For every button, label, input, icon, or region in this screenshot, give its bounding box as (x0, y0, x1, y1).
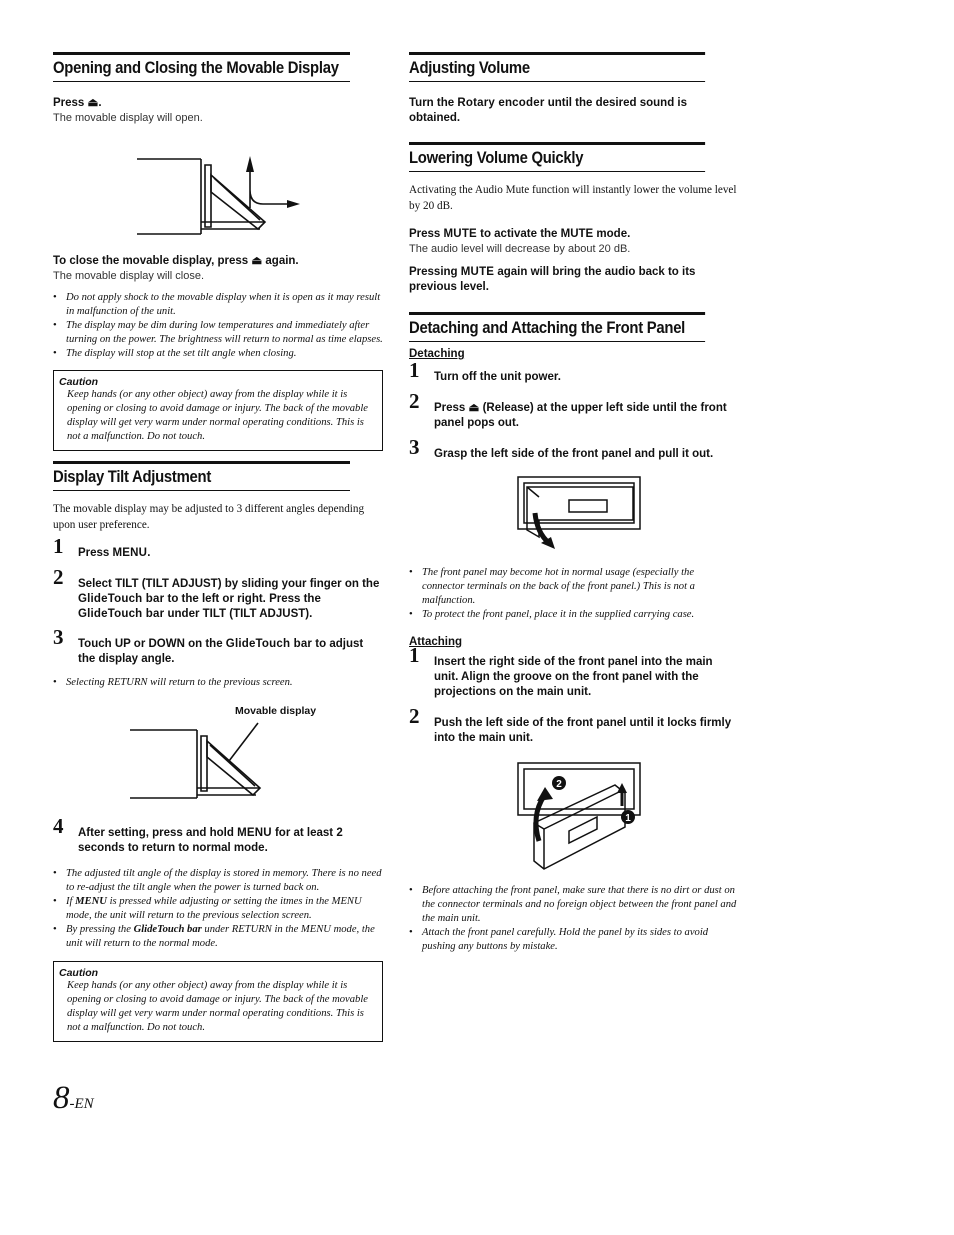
right-column (409, 52, 738, 954)
glidetouch-label: GlideTouch bar (78, 593, 165, 605)
tilt-caution-box (53, 961, 383, 1042)
step-text: Press (78, 547, 113, 559)
step-number: 3 (409, 435, 420, 459)
movable-display-label: Movable display (235, 705, 317, 717)
mute-button-label: MUTE (443, 228, 477, 240)
attaching-subheading: Attaching (409, 636, 463, 648)
opening-note: • Do not apply shock to the movable display when it is open as it may result in malfunction of the unit. (53, 291, 383, 319)
step-text: Insert the right side of the front panel into the main unit. Align the groove on the front panel with the projections on the main unit. (434, 656, 713, 698)
detaching-subheading: Detaching (409, 348, 465, 360)
step-text: to adjust the display angle. (78, 638, 364, 665)
glidetouch-label: GlideTouch bar (225, 638, 313, 650)
text: to activate the MUTE mode. (476, 228, 631, 240)
step-text: under TILT (TILT ADJUST). (164, 608, 313, 620)
step-number: 2 (409, 704, 420, 728)
note-text: If (66, 896, 76, 907)
volume-text (409, 96, 738, 126)
step-number: 1 (409, 358, 420, 382)
text: Press (409, 228, 444, 240)
text: Pressing (409, 266, 461, 278)
tilt-note: • The adjusted tilt angle of the display is stored in memory. There is no need to re-adjust the tilt angle when the power is turned back on. (53, 867, 383, 895)
menu-button-label: MENU (237, 827, 272, 839)
attach-panel-illustration (409, 761, 738, 873)
detach-notes (409, 566, 738, 622)
step-text: Select TILT (TILT ADJUST) by sliding your finger on the (78, 578, 380, 590)
caution-body: Keep hands (or any other object) away from the display while it is opening or closing to avoid damage or injury. The back of the movable display will get very warm under normal operating conditions. This is not a malfunction. Do not touch. (67, 389, 368, 442)
tilt-heading: Display Tilt Adjustment (53, 461, 350, 491)
tilt-intro: The movable display may be adjusted to 3 different angles depending upon user preference. (53, 503, 365, 531)
left-column (53, 52, 383, 1042)
step-text: for at least 2 seconds to return to normal mode. (78, 827, 343, 854)
glidetouch-label: GlideTouch bar (78, 608, 165, 620)
volume-heading: Adjusting Volume (409, 52, 705, 82)
detach-step-3 (409, 435, 738, 462)
opening-note: • The display will stop at the set tilt angle when closing. (53, 347, 383, 361)
note-text: By pressing the (66, 924, 134, 935)
close-instruction: To close the movable display, press ⏏ again. (53, 255, 299, 267)
open-instruction (53, 96, 383, 111)
tilt-step-2 (53, 565, 383, 622)
detach-note: • The front panel may become hot in normal usage (especially the connector terminals on the back of the front panel.) This is not a malfunction. (409, 566, 738, 608)
attach-note: • Attach the front panel carefully. Hold the panel by its sides to avoid pushing any buttons by mistake. (409, 926, 738, 954)
rotary-encoder-label: Rotary encoder (457, 97, 545, 109)
caution-body: Keep hands (or any other object) away from the display while it is opening or closing to avoid damage or injury. The back of the movable display will get very warm under normal operating conditions. This is not a malfunction. Do not touch. (67, 980, 368, 1033)
step-text: . (147, 547, 151, 559)
caution-title: Caution (59, 967, 99, 979)
panel-heading: Detaching and Attaching the Front Panel (409, 312, 705, 342)
mute-section (409, 142, 738, 172)
tilt-note (53, 923, 383, 951)
step-number: 1 (53, 534, 64, 558)
step-text: Grasp the left side of the front panel and pull it out. (434, 448, 714, 460)
tilt-figure (53, 701, 383, 806)
note-text: under RETURN in the MENU mode, the unit will return to the normal mode. (66, 924, 375, 949)
marker-one-label: 1 (625, 813, 631, 824)
opening-heading: Opening and Closing the Movable Display (53, 52, 350, 82)
note-text: is pressed while adjusting or setting the itmes in the MENU mode, the unit will return to the previous selection screen. (66, 896, 362, 921)
attach-step-2 (409, 704, 738, 746)
step-text: Touch UP or DOWN on the (78, 638, 226, 650)
mute-button-label: MUTE (460, 266, 495, 278)
text: again will bring the audio back to its previous level. (409, 266, 696, 293)
page-number (53, 1080, 94, 1117)
tilt-note (53, 895, 383, 923)
caution-title: Caution (59, 376, 99, 388)
mute-press (409, 227, 738, 242)
mute-result: The audio level will decrease by about 20 dB. (409, 243, 631, 255)
eject-symbol: ⏏. (87, 97, 102, 109)
page-number-suffix: -EN (69, 1096, 94, 1112)
tilt-section (53, 461, 383, 491)
note-emphasis: MENU (75, 896, 107, 907)
tilt-step3-notes (53, 676, 383, 690)
marker-two-label: 2 (556, 779, 562, 790)
panel-section (409, 312, 738, 342)
mute-again (409, 265, 738, 295)
text: until the desired sound is obtained. (409, 97, 688, 124)
tilt-step-1 (53, 534, 383, 561)
text: Turn the (409, 97, 458, 109)
detach-step-2 (409, 389, 738, 431)
step-text: Press ⏏ (Release) at the upper left side until the front panel pops out. (434, 402, 727, 429)
press-word: Press (53, 97, 85, 109)
detach-panel-illustration (409, 475, 738, 555)
tilt-step-4 (53, 814, 383, 856)
opening-notes (53, 291, 383, 361)
tilt-note: • Selecting RETURN will return to the previous screen. (53, 676, 383, 690)
tilt-display-illustration (53, 701, 383, 806)
tilt-notes (53, 867, 383, 951)
step-text: Turn off the unit power. (434, 371, 561, 383)
step-number: 1 (409, 643, 420, 667)
step-number: 4 (53, 814, 64, 838)
step-number: 3 (53, 625, 64, 649)
step-text: to the left or right. Press the (164, 593, 321, 605)
opening-caution-box (53, 370, 383, 451)
attach-step-1 (409, 643, 738, 700)
menu-button-label: MENU (112, 547, 148, 559)
tilt-step-3 (53, 625, 383, 667)
attach-notes (409, 884, 738, 954)
step-text: Push the left side of the front panel until it locks firmly into the main unit. (434, 717, 732, 744)
close-result: The movable display will close. (53, 270, 205, 282)
opening-note: • The display may be dim during low temperatures and immediately after turning on the power. The brightness will return to normal as time elapses. (53, 319, 383, 347)
attach-note: • Before attaching the front panel, make sure that there is no dirt or dust on the connector terminals and no foreign object between the front panel and the main unit. (409, 884, 738, 926)
mute-heading: Lowering Volume Quickly (409, 142, 705, 172)
attach-figure (409, 761, 738, 873)
opening-section (53, 52, 383, 82)
step-number: 2 (53, 565, 64, 589)
detach-step-1 (409, 358, 738, 385)
open-result: The movable display will open. (53, 112, 203, 124)
detach-note: • To protect the front panel, place it in the supplied carrying case. (409, 608, 738, 622)
note-emphasis: GlideTouch bar (133, 924, 202, 935)
open-display-figure (53, 132, 383, 244)
page-number-digit: 8 (53, 1080, 70, 1116)
step-text: After setting, press and hold (78, 827, 238, 839)
open-display-illustration (53, 132, 383, 244)
detach-figure (409, 475, 738, 555)
mute-intro: Activating the Audio Mute function will instantly lower the volume level by 20 dB. (409, 184, 737, 212)
volume-section (409, 52, 738, 82)
step-number: 2 (409, 389, 420, 413)
